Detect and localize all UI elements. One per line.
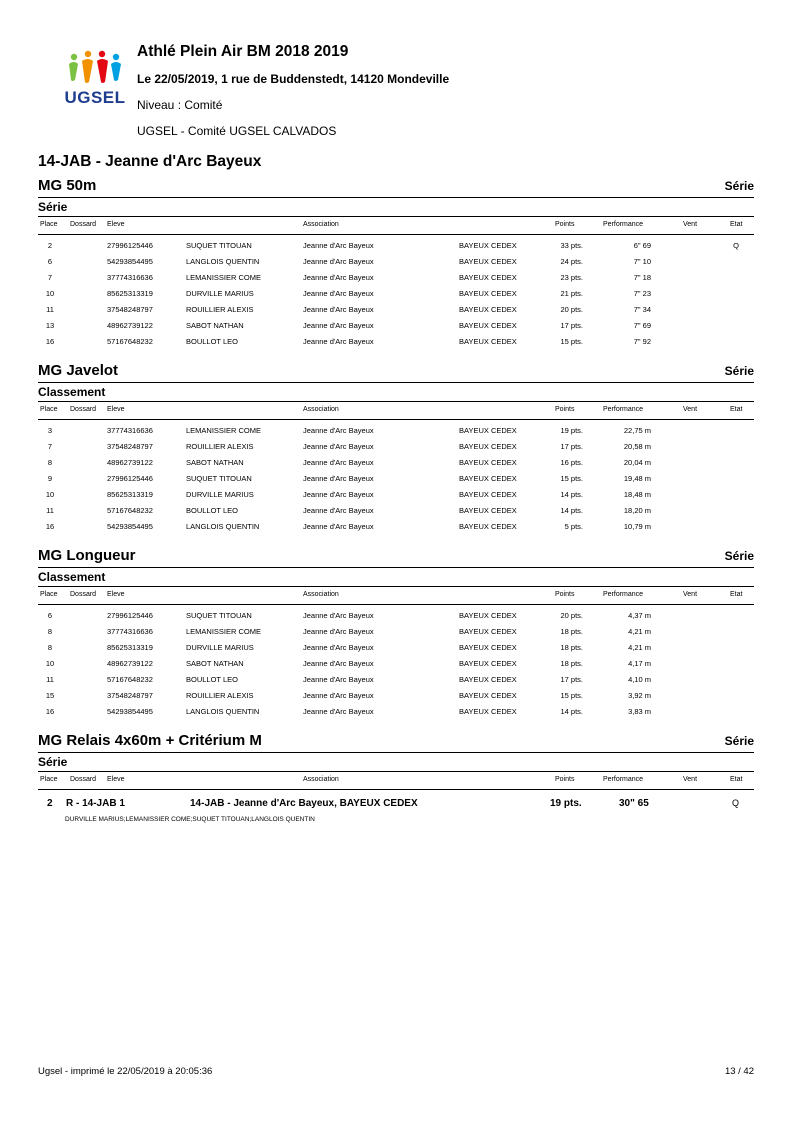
col-eleve: Eleve [107,221,125,228]
event-subtitle: Classement [38,570,106,584]
divider [38,382,754,383]
cell-city: BAYEUX CEDEX [459,691,517,700]
cell-place: 10 [45,289,55,298]
cell-association: Jeanne d'Arc Bayeux [303,442,374,451]
table-row [38,286,754,302]
cell-athlete-name: DURVILLE MARIUS [186,289,254,298]
cell-city: BAYEUX CEDEX [459,474,517,483]
cell-performance: 3,92 m [628,691,651,700]
cell-dossard: 57167648232 [107,506,153,515]
col-etat: Etat [730,406,743,413]
relay-points: 19 pts. [550,798,582,809]
cell-city: BAYEUX CEDEX [459,305,517,314]
event-title: MG Relais 4x60m + Critérium M [38,732,262,749]
cell-athlete-name: DURVILLE MARIUS [186,490,254,499]
logo-wordmark: UGSEL [64,88,126,107]
cell-athlete-name: BOULLOT LEO [186,506,238,515]
col-place: Place [40,776,58,783]
col-eleve: Eleve [107,776,125,783]
cell-performance: 4,21 m [628,627,651,636]
event-subtitle: Série [38,755,68,769]
table-row [38,334,754,350]
col-vent: Vent [683,406,698,413]
col-eleve: Eleve [107,406,125,413]
cell-athlete-name: LEMANISSIER COME [186,426,262,435]
cell-points: 33 pts. [560,241,583,250]
cell-association: Jeanne d'Arc Bayeux [303,522,374,531]
divider [38,197,754,198]
cell-athlete-name: SUQUET TITOUAN [186,474,252,483]
cell-points: 18 pts. [560,659,583,668]
cell-place: 9 [47,474,53,483]
col-vent: Vent [683,591,698,598]
cell-athlete-name: LANGLOIS QUENTIN [186,257,260,266]
col-eleve: Eleve [107,591,125,598]
cell-place: 7 [47,273,53,282]
cell-performance: 18,48 m [623,490,651,499]
results-table [38,423,754,535]
divider [38,752,754,753]
column-header [38,404,754,418]
event-section [38,175,754,346]
cell-performance: 7" 34 [633,305,651,314]
col-etat: Etat [730,221,743,228]
results-table [38,238,754,350]
cell-city: BAYEUX CEDEX [459,289,517,298]
column-header [38,774,754,788]
cell-athlete-name: LEMANISSIER COME [186,627,262,636]
cell-points: 14 pts. [560,506,583,515]
col-performance: Performance [603,776,644,783]
col-points: Points [555,591,575,598]
cell-performance: 20,04 m [623,458,651,467]
table-row [38,503,754,519]
relay-status: Q [732,798,740,808]
cell-place: 2 [47,241,53,250]
cell-association: Jeanne d'Arc Bayeux [303,707,374,716]
cell-dossard: 48962739122 [107,659,153,668]
page-number: 13 / 42 [724,1066,754,1077]
cell-association: Jeanne d'Arc Bayeux [303,643,374,652]
cell-dossard: 48962739122 [107,321,153,330]
cell-points: 14 pts. [560,490,583,499]
cell-dossard: 37548248797 [107,305,153,314]
cell-city: BAYEUX CEDEX [459,442,517,451]
col-performance: Performance [603,221,644,228]
cell-points: 24 pts. [560,257,583,266]
relay-performance: 30" 65 [619,798,649,809]
divider [38,401,754,402]
cell-place: 16 [45,707,55,716]
col-association: Association [303,221,339,228]
cell-dossard: 37548248797 [107,691,153,700]
cell-dossard: 37774316636 [107,273,153,282]
cell-performance: 7" 69 [633,321,651,330]
table-row [38,318,754,334]
cell-athlete-name: LANGLOIS QUENTIN [186,522,260,531]
event-header [38,360,754,382]
divider [38,419,754,420]
table-row [38,254,754,270]
cell-place: 3 [47,426,53,435]
cell-dossard: 54293854495 [107,257,153,266]
cell-association: Jeanne d'Arc Bayeux [303,611,374,620]
cell-points: 19 pts. [560,426,583,435]
cell-place: 15 [45,691,55,700]
cell-city: BAYEUX CEDEX [459,675,517,684]
cell-dossard: 57167648232 [107,675,153,684]
event-title: MG 50m [38,177,97,194]
print-timestamp: Ugsel - imprimé le 22/05/2019 à 20:05:36 [38,1066,213,1077]
cell-city: BAYEUX CEDEX [459,707,517,716]
cell-points: 20 pts. [560,305,583,314]
cell-status: Q [733,241,739,250]
table-row [38,238,754,254]
cell-athlete-name: LANGLOIS QUENTIN [186,707,260,716]
event-header [38,545,754,567]
col-vent: Vent [683,221,698,228]
cell-performance: 4,21 m [628,643,651,652]
table-row [38,688,754,704]
col-association: Association [303,591,339,598]
cell-points: 15 pts. [560,474,583,483]
divider [38,604,754,605]
cell-association: Jeanne d'Arc Bayeux [303,474,374,483]
col-dossard: Dossard [70,591,97,598]
col-place: Place [40,221,58,228]
cell-association: Jeanne d'Arc Bayeux [303,675,374,684]
cell-association: Jeanne d'Arc Bayeux [303,627,374,636]
relay-team: 14-JAB - Jeanne d'Arc Bayeux, BAYEUX CEDEX [190,798,418,809]
col-dossard: Dossard [70,776,97,783]
relay-members: DURVILLE MARIUS;LEMANISSIER COME;SUQUET TITOUAN;LANGLOIS QUENTIN [65,816,315,823]
cell-city: BAYEUX CEDEX [459,458,517,467]
cell-athlete-name: BOULLOT LEO [186,675,238,684]
cell-dossard: 54293854495 [107,522,153,531]
col-points: Points [555,221,575,228]
cell-city: BAYEUX CEDEX [459,257,517,266]
cell-city: BAYEUX CEDEX [459,321,517,330]
meeting-level: Niveau : Comité [137,98,223,112]
cell-dossard: 37548248797 [107,442,153,451]
col-place: Place [40,406,58,413]
cell-association: Jeanne d'Arc Bayeux [303,458,374,467]
table-row [38,624,754,640]
event-type: Série [724,549,754,563]
event-section [38,545,754,716]
divider [38,216,754,217]
cell-points: 5 pts. [564,522,583,531]
cell-association: Jeanne d'Arc Bayeux [303,321,374,330]
column-header [38,219,754,233]
cell-athlete-name: DURVILLE MARIUS [186,643,254,652]
table-row [38,270,754,286]
cell-points: 21 pts. [560,289,583,298]
cell-city: BAYEUX CEDEX [459,659,517,668]
event-section-relay [38,730,754,823]
cell-association: Jeanne d'Arc Bayeux [303,490,374,499]
table-row [38,656,754,672]
cell-dossard: 85625313319 [107,643,153,652]
table-row [38,640,754,656]
cell-place: 11 [46,675,54,684]
cell-dossard: 57167648232 [107,337,153,346]
cell-city: BAYEUX CEDEX [459,490,517,499]
meeting-date-location: Le 22/05/2019, 1 rue de Buddenstedt, 14120 Mondeville [137,72,450,86]
cell-performance: 18,20 m [623,506,651,515]
cell-dossard: 85625313319 [107,490,153,499]
event-header [38,730,754,752]
event-title: MG Longueur [38,547,136,564]
divider [38,567,754,568]
table-row [38,439,754,455]
cell-association: Jeanne d'Arc Bayeux [303,337,374,346]
cell-association: Jeanne d'Arc Bayeux [303,289,374,298]
cell-city: BAYEUX CEDEX [459,522,517,531]
meeting-title: Athlé Plein Air BM 2018 2019 [137,43,349,60]
cell-athlete-name: SABOT NATHAN [186,458,244,467]
cell-city: BAYEUX CEDEX [459,627,517,636]
table-row [38,423,754,439]
cell-place: 16 [45,522,55,531]
meeting-organizer: UGSEL - Comité UGSEL CALVADOS [137,124,337,138]
cell-performance: 4,17 m [628,659,651,668]
cell-athlete-name: LEMANISSIER COME [186,273,262,282]
cell-city: BAYEUX CEDEX [459,337,517,346]
results-table [38,608,754,720]
table-row [38,519,754,535]
cell-points: 17 pts. [560,675,583,684]
cell-place: 16 [45,337,55,346]
cell-points: 17 pts. [560,321,583,330]
cell-points: 15 pts. [560,337,583,346]
cell-association: Jeanne d'Arc Bayeux [303,659,374,668]
col-vent: Vent [683,776,698,783]
cell-points: 18 pts. [560,627,583,636]
cell-dossard: 27996125446 [107,611,153,620]
event-section [38,360,754,531]
ugsel-logo [62,50,128,110]
cell-performance: 7" 23 [633,289,651,298]
divider [38,234,754,235]
cell-place: 11 [46,305,54,314]
cell-dossard: 27996125446 [107,241,153,250]
relay-dossard: R - 14-JAB 1 [66,798,125,809]
cell-place: 8 [47,458,53,467]
col-association: Association [303,406,339,413]
cell-athlete-name: SABOT NATHAN [186,321,244,330]
cell-performance: 10,79 m [623,522,651,531]
cell-performance: 19,48 m [623,474,651,483]
cell-performance: 4,10 m [628,675,651,684]
event-header [38,175,754,197]
cell-association: Jeanne d'Arc Bayeux [303,305,374,314]
cell-athlete-name: ROUILLIER ALEXIS [186,305,254,314]
cell-performance: 6" 69 [633,241,651,250]
cell-place: 6 [47,611,53,620]
cell-athlete-name: SABOT NATHAN [186,659,244,668]
table-row [38,455,754,471]
cell-association: Jeanne d'Arc Bayeux [303,273,374,282]
cell-performance: 7" 92 [633,337,651,346]
cell-dossard: 48962739122 [107,458,153,467]
cell-dossard: 54293854495 [107,707,153,716]
event-title: MG Javelot [38,362,119,379]
cell-place: 11 [46,506,54,515]
table-row [38,608,754,624]
cell-athlete-name: ROUILLIER ALEXIS [186,691,254,700]
col-etat: Etat [730,776,743,783]
col-dossard: Dossard [70,221,97,228]
cell-athlete-name: ROUILLIER ALEXIS [186,442,254,451]
cell-city: BAYEUX CEDEX [459,506,517,515]
col-performance: Performance [603,406,644,413]
cell-performance: 20,58 m [623,442,651,451]
cell-place: 10 [45,490,55,499]
cell-association: Jeanne d'Arc Bayeux [303,691,374,700]
cell-city: BAYEUX CEDEX [459,273,517,282]
event-subtitle: Classement [38,385,106,399]
divider [38,789,754,790]
cell-place: 10 [45,659,55,668]
column-header [38,589,754,603]
cell-place: 13 [45,321,55,330]
col-dossard: Dossard [70,406,97,413]
cell-performance: 7" 10 [633,257,651,266]
cell-city: BAYEUX CEDEX [459,241,517,250]
event-subtitle: Série [38,200,68,214]
club-title: 14-JAB - Jeanne d'Arc Bayeux [38,153,262,170]
table-row [38,704,754,720]
cell-athlete-name: SUQUET TITOUAN [186,611,252,620]
table-row [38,471,754,487]
cell-points: 18 pts. [560,643,583,652]
event-type: Série [724,179,754,193]
cell-city: BAYEUX CEDEX [459,611,517,620]
col-points: Points [555,406,575,413]
cell-place: 6 [47,257,53,266]
cell-points: 15 pts. [560,691,583,700]
cell-performance: 4,37 m [628,611,651,620]
ugsel-figures-icon [62,50,128,90]
cell-dossard: 27996125446 [107,474,153,483]
cell-city: BAYEUX CEDEX [459,426,517,435]
col-points: Points [555,776,575,783]
cell-association: Jeanne d'Arc Bayeux [303,506,374,515]
cell-association: Jeanne d'Arc Bayeux [303,426,374,435]
cell-points: 16 pts. [560,458,583,467]
cell-performance: 22,75 m [623,426,651,435]
event-type: Série [724,734,754,748]
cell-performance: 3,83 m [628,707,651,716]
cell-points: 23 pts. [560,273,583,282]
relay-place: 2 [47,798,53,809]
cell-dossard: 37774316636 [107,426,153,435]
col-association: Association [303,776,339,783]
cell-dossard: 37774316636 [107,627,153,636]
col-performance: Performance [603,591,644,598]
relay-result-row [38,796,754,812]
cell-points: 14 pts. [560,707,583,716]
cell-athlete-name: SUQUET TITOUAN [186,241,252,250]
cell-points: 17 pts. [560,442,583,451]
table-row [38,302,754,318]
cell-performance: 7" 18 [633,273,651,282]
col-etat: Etat [730,591,743,598]
event-type: Série [724,364,754,378]
cell-place: 7 [47,442,53,451]
divider [38,771,754,772]
cell-place: 8 [47,643,53,652]
cell-points: 20 pts. [560,611,583,620]
cell-dossard: 85625313319 [107,289,153,298]
divider [38,586,754,587]
table-row [38,672,754,688]
table-row [38,487,754,503]
cell-city: BAYEUX CEDEX [459,643,517,652]
col-place: Place [40,591,58,598]
cell-place: 8 [47,627,53,636]
cell-association: Jeanne d'Arc Bayeux [303,241,374,250]
cell-athlete-name: BOULLOT LEO [186,337,238,346]
cell-association: Jeanne d'Arc Bayeux [303,257,374,266]
